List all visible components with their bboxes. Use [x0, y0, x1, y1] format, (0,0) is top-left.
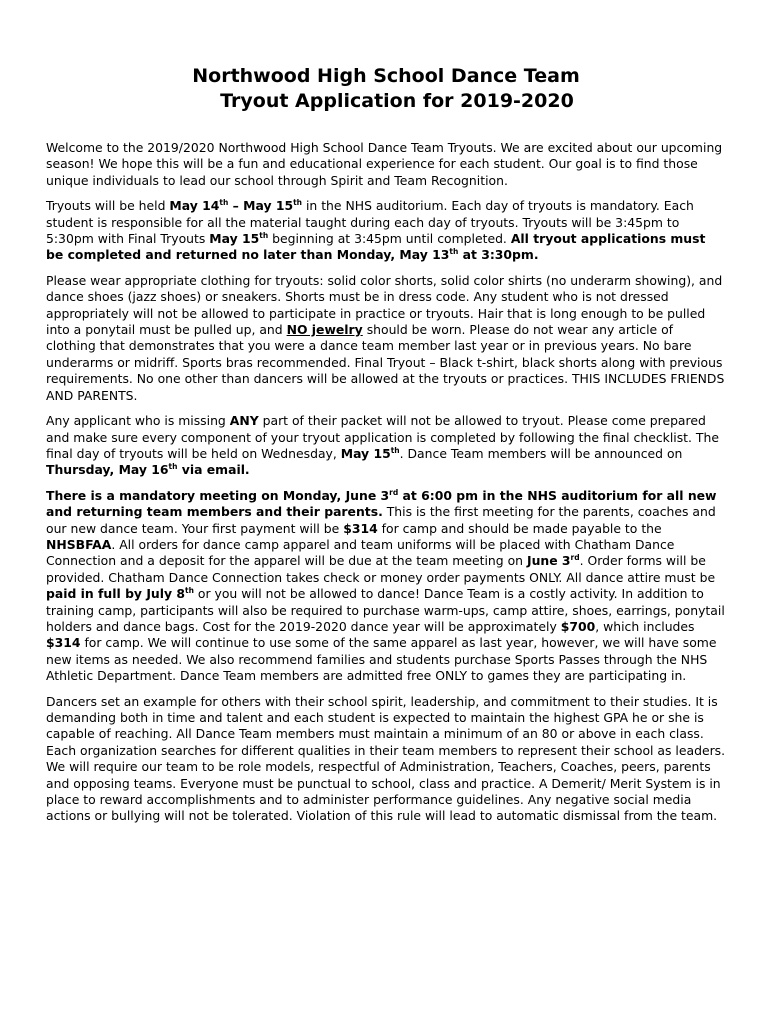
title-line-1: Northwood High School Dance Team	[192, 65, 580, 87]
title-line-2: Tryout Application for 2019-2020	[220, 90, 574, 112]
document-body	[46, 140, 726, 825]
welcome-paragraph: Welcome to the 2019/2020 Northwood High School Dance Team Tryouts. We are excited about our upcoming season! We hope this will be a fun and educational experience for each student. Our goal is to find those unique individuals to lead our school through Spirit and Team Recognition.	[46, 140, 723, 188]
no-jewelry-emphasis: NO jewelry	[286, 322, 363, 338]
meeting-paragraph: There is a mandatory meeting on Monday, June 3rd at 6:00 pm in the NHS auditorium for all new and returning team members and their parents. This is the first meeting for the parents, coaches and our new dance team. Your first payment will be $314 for camp and should be made payable to the NHSBFAA. All orders for dance camp apparel and team uniforms will be placed with Chatham Dance Connection and a deposit for the apparel will be due at the team meeting on June 3rd. Order forms will be provided. Chatham Dance Connection takes check or money order payments ONLY. All dance attire must be paid in full by July 8th or you will not be allowed to dance! Dance Team is a costly activity. In addition to training camp, participants will also be required to purchase warm-ups, camp attire, shoes, earrings, ponytail holders and dance bags. Cost for the 2019-2020 dance year will be approximately $700, which includes $314 for camp. We will continue to use some of the same apparel as last year, however, we will have some new items as needed. We also recommend families and students purchase Sports Passes through the NHS Athletic Department. Dance Team members are admitted free ONLY to games they are participating in.	[46, 487, 725, 684]
tryout-schedule-paragraph: Tryouts will be held May 14th – May 15th in the NHS auditorium. Each day of tryouts is mandatory. Each student is responsible for all the material taught during each day of tryouts. Tryouts will be 3:45pm to 5:30pm with Final Tryouts May 15th beginning at 3:45pm until completed. All tryout applications must be completed and returned no later than Monday, May 13th at 3:30pm.	[46, 198, 706, 263]
document-page	[46, 64, 726, 834]
document-title	[46, 64, 726, 114]
expectations-paragraph: Dancers set an example for others with their school spirit, leadership, and commitment to their studies. It is demanding both in time and talent and each student is expected to maintain the highest GPA he or she is capable of reaching. All Dance Team members must maintain a minimum of an 80 or above in each class. Each organization searches for different qualities in their team members to represent their school as leaders. We will require our team to be role models, respectful of Administration, Teachers, Coaches, peers, parents and opposing teams. Everyone must be punctual to school, class and practice. A Demerit/ Merit System is in place to reward accomplishments and to administer performance guidelines. Any negative social media actions or bullying will not be tolerated. Violation of this rule will lead to automatic dismissal from the team.	[46, 693, 726, 824]
packet-paragraph: Any applicant who is missing ANY part of their packet will not be allowed to tryout. Please come prepared and make sure every component of your tryout application is completed by following the final checklist. The final day of tryouts will be held on Wednesday, May 15th. Dance Team members will be announced on Thursday, May 16th via email.	[46, 413, 719, 478]
clothing-paragraph: Please wear appropriate clothing for tryouts: solid color shorts, solid color shirts (no underarm showing), and dance shoes (jazz shoes) or sneakers. Shorts must be in dress code. Any student who is not dressed appropriately will not be allowed to participate in practice or tryouts. Hair that is long enough to be pulled into a ponytail must be pulled up, and NO jewelry should be worn. Please do not wear any article of clothing that demonstrates that you were a dance team member last year or in previous years. No bare underarms or midriff. Sports bras recommended. Final Tryout – Black t-shirt, black shorts along with previous requirements. No one other than dancers will be allowed at the tryouts or practices. THIS INCLUDES FRIENDS AND PARENTS.	[46, 272, 725, 403]
